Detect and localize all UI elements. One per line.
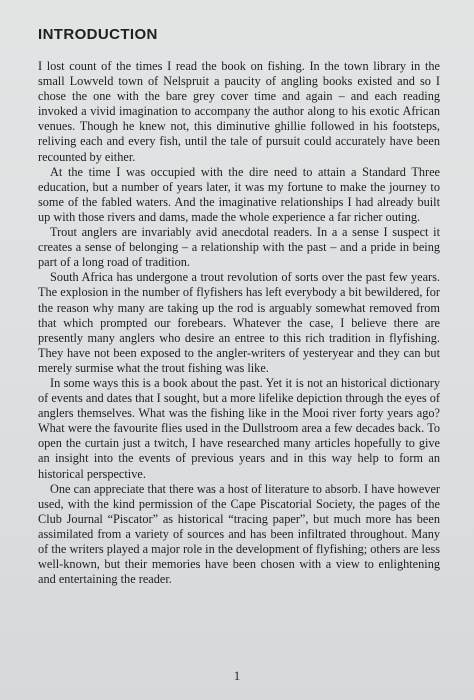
paragraph-5: In some ways this is a book about the past. Yet it is not an historical dictionary of events and dates that I sought, but a more lifelike depiction through the eyes of anglers themselves. What was the fishing like in the Mooi river forty years ago? What were the favourite flies used in the Dullstroom area a few decades back. To open the curtain just a twitch, I have researched many articles hopefully to give an insight into the events of previous years and in this way help to form an historical perspective. xyxy=(38,375,440,481)
body-text xyxy=(38,59,440,587)
paragraph-2: At the time I was occupied with the dire need to attain a Standard Three education, but a number of years later, it was my fortune to make the journey to some of the fabled waters. And the imaginative relationships I had already built up with those rivers and dams, made the whole experience a far richer outing. xyxy=(38,164,440,224)
paragraph-1: I lost count of the times I read the book on fishing. In the town library in the small Lowveld town of Nelspruit a paucity of angling books existed and so I chose the one with the bare grey cover time and again – and each reading invoked a vivid imagination to accompany the author along to his exotic African venues. Though he knew not, this diminutive ghillie followed in his footsteps, reliving each and every fish, until the tale of pursuit could accurately have been recounted by either. xyxy=(38,59,440,164)
paragraph-3: Trout anglers are invariably avid anecdotal readers. In a a sense I suspect it creates a sense of belonging – a relationship with the past – and a pride in being part of a long road of tradition. xyxy=(38,225,440,270)
chapter-heading: INTRODUCTION xyxy=(38,26,158,43)
paragraph-4: South Africa has undergone a trout revolution of sorts over the past few years. The explosion in the number of flyfishers has left everybody a bit bewildered, for the reason why many are taking up the rod is arguably somewhat removed from that which prompted our forebears. Whatever the case, I believe there are presently many anglers who desire an entree to this rich tradition in flyfishing. They have not been exposed to the angler-writers of yesteryear and they can but merely surmise what the trout fishing was like. xyxy=(38,270,440,375)
paragraph-6: One can appreciate that there was a host of literature to absorb. I have however used, with the kind permission of the Cape Piscatorial Society, the pages of the Club Journal “Piscator” as historical “tracing paper”, but much more has been assimilated from a variety of sources and has been infiltrated throughout. Many of the writers played a major role in the development of flyfishing; others are less well-known, but their memories have been chosen with a view to enlightening and entertaining the reader. xyxy=(38,481,440,587)
page-number: 1 xyxy=(233,668,241,683)
